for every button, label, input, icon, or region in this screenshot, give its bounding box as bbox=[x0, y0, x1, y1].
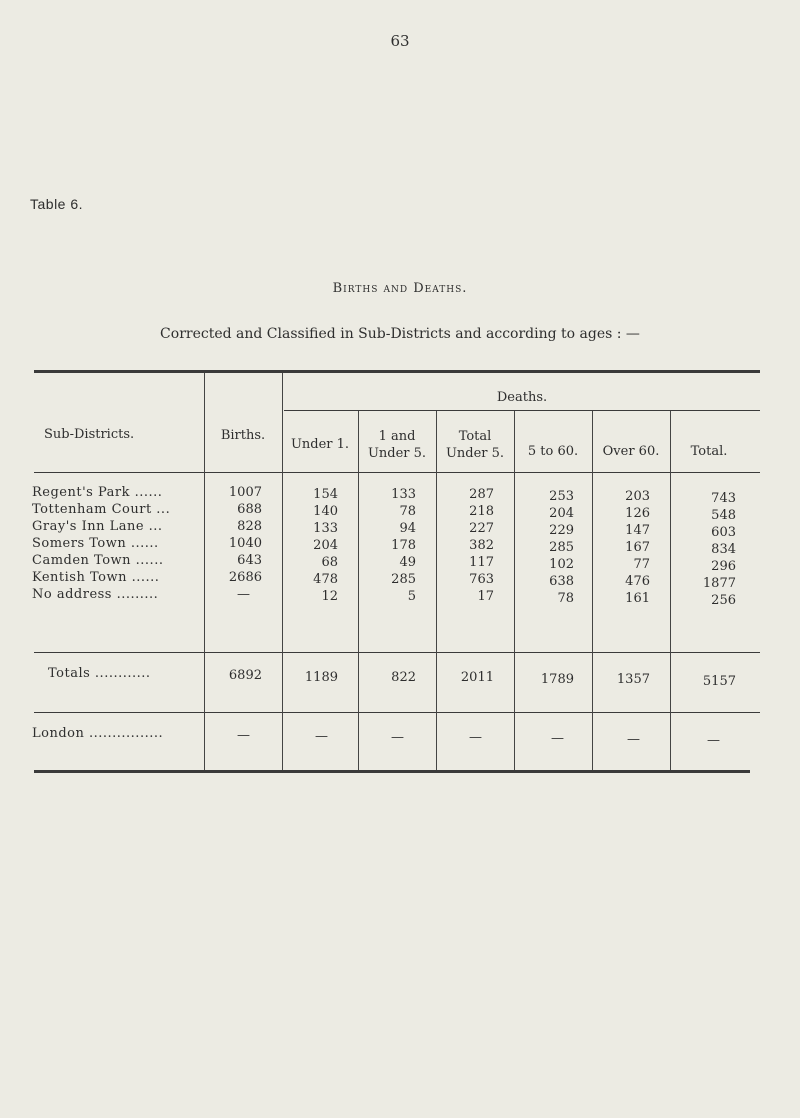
total-under-5-cell: 287 bbox=[469, 487, 494, 502]
header-5-to-60: 5 to 60. bbox=[527, 444, 579, 459]
5-to-60-cell: 229 bbox=[549, 523, 574, 538]
births-cell: — bbox=[237, 587, 250, 602]
over-60-cell: 147 bbox=[625, 523, 650, 538]
total-under-5-cell: 17 bbox=[477, 589, 494, 604]
total-cell: 1877 bbox=[702, 576, 736, 591]
births-cell: 688 bbox=[237, 502, 262, 517]
row-name: No address ......... bbox=[32, 587, 159, 602]
page-subtitle: Corrected and Classified in Sub-Districts and according to ages : — bbox=[160, 326, 640, 342]
births-cell: 1007 bbox=[228, 485, 262, 500]
header-sub-districts: Sub-Districts. bbox=[44, 427, 135, 442]
under-1-cell: — bbox=[315, 729, 328, 744]
1-and-under-5-cell: 178 bbox=[391, 538, 416, 553]
page-title: Births and Deaths. bbox=[332, 281, 468, 296]
over-60-cell: 161 bbox=[625, 591, 650, 606]
total-cell: 603 bbox=[711, 525, 736, 540]
total-cell: 5157 bbox=[702, 674, 736, 689]
total-cell: — bbox=[707, 733, 720, 748]
over-60-cell: 476 bbox=[625, 574, 650, 589]
total-under-5-cell: 227 bbox=[469, 521, 494, 536]
total-cell: 743 bbox=[711, 491, 736, 506]
total-under-5-cell: — bbox=[469, 730, 482, 745]
births-cell: 2686 bbox=[228, 570, 262, 585]
1-and-under-5-cell: 5 bbox=[407, 589, 416, 604]
births-cell: 828 bbox=[237, 519, 262, 534]
1-and-under-5-cell: — bbox=[391, 730, 404, 745]
header-total-under-5-line1: Total bbox=[458, 429, 492, 444]
1-and-under-5-cell: 78 bbox=[399, 504, 416, 519]
total-under-5-cell: 382 bbox=[469, 538, 494, 553]
total-cell: 548 bbox=[711, 508, 736, 523]
under-1-cell: 478 bbox=[313, 572, 338, 587]
5-to-60-cell: — bbox=[551, 731, 564, 746]
total-under-5-cell: 2011 bbox=[460, 670, 494, 685]
london-label: London ................ bbox=[32, 726, 164, 741]
5-to-60-cell: 1789 bbox=[540, 672, 574, 687]
under-1-cell: 154 bbox=[313, 487, 338, 502]
births-cell: 643 bbox=[237, 553, 262, 568]
under-1-cell: 133 bbox=[313, 521, 338, 536]
under-1-cell: 204 bbox=[313, 538, 338, 553]
table-label: Table 6. bbox=[30, 196, 84, 212]
total-cell: 834 bbox=[711, 542, 736, 557]
row-name: Tottenham Court ... bbox=[32, 502, 171, 517]
over-60-cell: 167 bbox=[625, 540, 650, 555]
row-name: Kentish Town ...... bbox=[32, 570, 160, 585]
5-to-60-cell: 102 bbox=[549, 557, 574, 572]
totals-bottom-rule bbox=[34, 712, 760, 713]
header-1-and-under-5-line1: 1 and bbox=[378, 429, 416, 444]
over-60-cell: 126 bbox=[625, 506, 650, 521]
under-1-cell: 12 bbox=[321, 589, 338, 604]
header-bottom-rule bbox=[34, 472, 760, 473]
5-to-60-cell: 253 bbox=[549, 489, 574, 504]
1-and-under-5-cell: 49 bbox=[399, 555, 416, 570]
header-births: Births. bbox=[220, 428, 266, 443]
header-deaths: Deaths. bbox=[496, 390, 548, 405]
row-name: Somers Town ...... bbox=[32, 536, 159, 551]
under-1-cell: 68 bbox=[321, 555, 338, 570]
5-to-60-cell: 285 bbox=[549, 540, 574, 555]
1-and-under-5-cell: 822 bbox=[391, 670, 416, 685]
row-name: Camden Town ...... bbox=[32, 553, 164, 568]
row-name: Regent's Park ...... bbox=[32, 485, 163, 500]
1-and-under-5-cell: 94 bbox=[399, 521, 416, 536]
header-total-under-5-line2: Under 5. bbox=[445, 446, 505, 461]
5-to-60-cell: 638 bbox=[549, 574, 574, 589]
row-name: Gray's Inn Lane ... bbox=[32, 519, 163, 534]
header-over-60: Over 60. bbox=[602, 444, 660, 459]
table-bottom-rule bbox=[34, 770, 750, 773]
totals-label: Totals ............ bbox=[48, 666, 151, 681]
1-and-under-5-cell: 133 bbox=[391, 487, 416, 502]
under-1-cell: 1189 bbox=[304, 670, 338, 685]
total-cell: 296 bbox=[711, 559, 736, 574]
births-cell: — bbox=[237, 728, 250, 743]
page-number: 63 bbox=[390, 32, 410, 50]
births-cell: 6892 bbox=[228, 668, 262, 683]
total-under-5-cell: 763 bbox=[469, 572, 494, 587]
births-cell: 1040 bbox=[228, 536, 262, 551]
table-top-rule bbox=[34, 370, 760, 373]
total-cell: 256 bbox=[711, 593, 736, 608]
total-under-5-cell: 117 bbox=[469, 555, 494, 570]
header-under-1: Under 1. bbox=[290, 437, 350, 452]
totals-top-rule bbox=[34, 652, 760, 653]
5-to-60-cell: 204 bbox=[549, 506, 574, 521]
total-under-5-cell: 218 bbox=[469, 504, 494, 519]
1-and-under-5-cell: 285 bbox=[391, 572, 416, 587]
deaths-header-rule bbox=[284, 410, 760, 411]
5-to-60-cell: 78 bbox=[557, 591, 574, 606]
over-60-cell: 77 bbox=[633, 557, 650, 572]
over-60-cell: 203 bbox=[625, 489, 650, 504]
header-total: Total. bbox=[690, 444, 728, 459]
over-60-cell: — bbox=[627, 732, 640, 747]
under-1-cell: 140 bbox=[313, 504, 338, 519]
header-1-and-under-5-line2: Under 5. bbox=[367, 446, 427, 461]
over-60-cell: 1357 bbox=[616, 672, 650, 687]
